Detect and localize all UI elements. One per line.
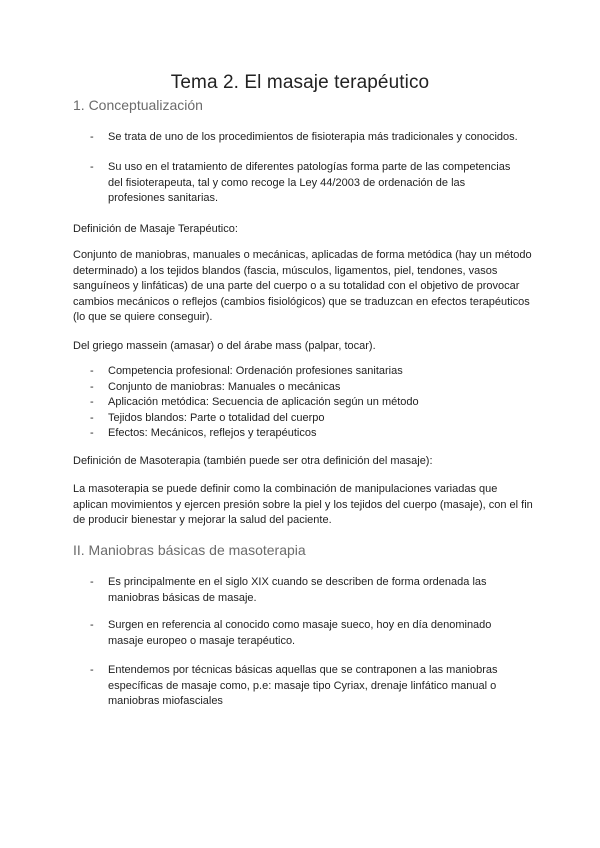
list-item: Tejidos blandos: Parte o totalidad del cuerpo [108,411,325,424]
masoterapia-paragraph: La masoterapia se puede definir como la combinación de manipulaciones variadas que aplican movimientos y ejercen presión sobre la piel y los tejidos del cuerpo (masaje), con el fin de producir bienestar y mejorar la salud del paciente. [73,483,533,526]
list-item: Es principalmente en el siglo XIX cuando se describen de forma ordenada las maniobras básicas de masaje. [108,576,487,604]
section-1-heading: 1. Conceptualización [73,97,203,113]
bullet-dash: - [90,427,94,439]
list-item: Conjunto de maniobras: Manuales o mecánicas [108,380,341,393]
origin-paragraph: Del griego massein (amasar) o del árabe mass (palpar, tocar). [73,340,376,352]
bullet-dash: - [90,576,94,588]
bullet-dash: - [90,365,94,377]
bullet-dash: - [90,619,94,631]
bullet-dash: - [90,664,94,676]
definition-label: Definición de Masaje Terapéutico: [73,223,238,235]
section-2-heading: II. Maniobras básicas de masoterapia [73,542,306,558]
list-item: Se trata de uno de los procedimientos de fisioterapia más tradicionales y conocidos. [108,131,518,143]
bullet-dash: - [90,131,94,143]
page-title: Tema 2. El masaje terapéutico [170,72,430,93]
masoterapia-label: Definición de Masoterapia (también puede ser otra definición del masaje): [73,455,433,467]
bullet-dash: - [90,411,94,424]
list-item: Su uso en el tratamiento de diferentes patologías forma parte de las competencias del fisioterapeuta, tal y como recoge la Ley 44/2003 de ordenación de las profesiones sanitarias. [108,161,511,204]
list-item: Entendemos por técnicas básicas aquellas que se contraponen a las maniobras específicas de masaje como, p.e: masaje tipo Cyriax, drenaje linfático manual o maniobras miofasciales [108,664,498,707]
list-item: Surgen en referencia al conocido como masaje sueco, hoy en día denominado masaje europeo o masaje terapéutico. [108,619,492,647]
bullet-dash: - [90,396,94,408]
list-item: Efectos: Mecánicos, reflejos y terapéuticos [108,427,317,439]
list-item: Competencia profesional: Ordenación profesiones sanitarias [108,365,403,377]
definition-paragraph: Conjunto de maniobras, manuales o mecánicas, aplicadas de forma metódica (hay un método determinado) a los tejidos blandos (fascia, músculos, ligamentos, piel, tendones, vasos sanguíneos y linfáticas) de una parte del cuerpo o a su totalidad con el objetivo de provocar cambios mecánicos o reflejos (cambios fisiológicos) que se traduzcan en efectos terapéuticos (lo que se quiere conseguir). [73,249,532,323]
bullet-dash: - [90,161,94,173]
list-item: Aplicación metódica: Secuencia de aplicación según un método [108,396,419,408]
bullet-dash: - [90,380,94,393]
